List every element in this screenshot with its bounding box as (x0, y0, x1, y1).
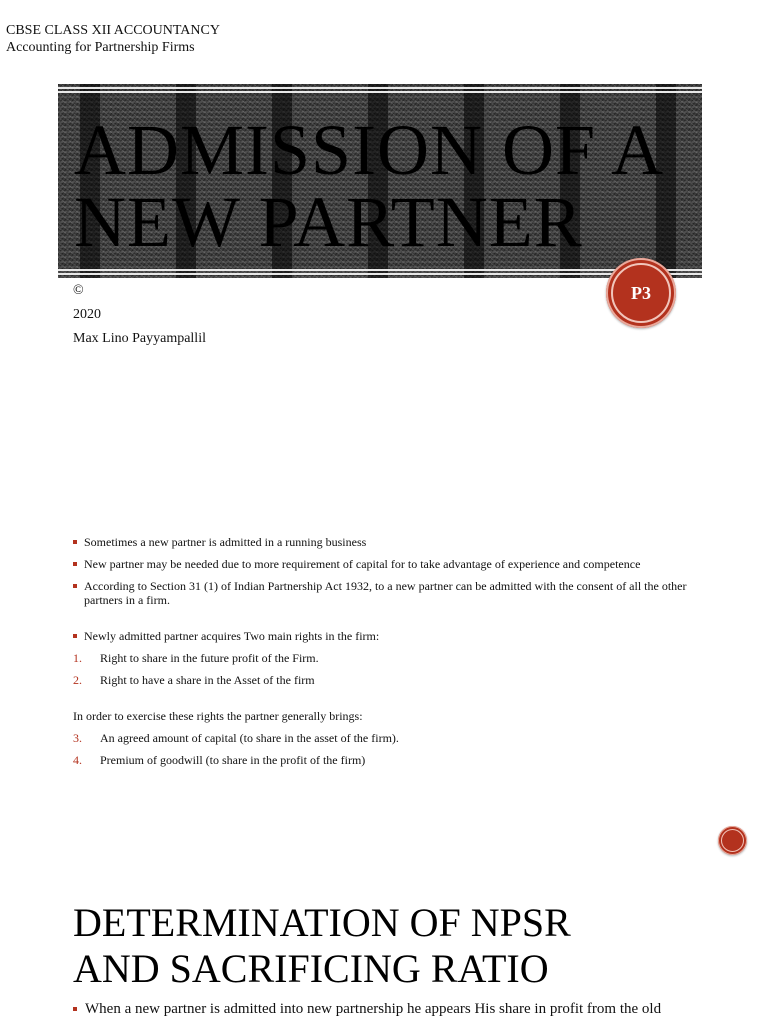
brings-intro: In order to exercise these rights the partner generally brings: (73, 709, 363, 723)
item-number: 4. (73, 753, 82, 767)
item-text: Right to have a share in the Asset of the firm (100, 673, 315, 687)
bullet-item: When a new partner is admitted into new partnership he appears His share in profit from the old (73, 1000, 725, 1018)
numbered-item (73, 673, 693, 687)
slide-title (74, 110, 665, 262)
bullet-item: Sometimes a new partner is admitted in a running business (73, 535, 693, 549)
bullet-item: New partner may be needed due to more requirement of capital for to take advantage of experience and competence (73, 557, 693, 571)
section-title-line-2: AND SACRIFICING RATIO (73, 946, 549, 991)
section-title (73, 900, 571, 992)
banner-rule (58, 87, 702, 89)
badge-label: P3 (631, 282, 651, 303)
rights-intro: Newly admitted partner acquires Two main rights in the firm: (73, 629, 693, 643)
slide-nav-dot[interactable] (718, 826, 747, 855)
banner-rule (58, 91, 702, 93)
copyright-year: 2020 (73, 307, 101, 322)
section-title-line-1: DETERMINATION OF NPSR (73, 900, 571, 945)
slide-content (73, 535, 693, 775)
author-name: Max Lino Payyampallil (73, 331, 206, 346)
item-text: Premium of goodwill (to share in the profit of the firm) (100, 753, 366, 767)
banner-rule (58, 273, 702, 275)
banner-rule (58, 269, 702, 271)
course-title: CBSE CLASS XII ACCOUNTANCY (6, 23, 220, 38)
item-text: Right to share in the future profit of the Firm. (100, 651, 319, 665)
numbered-item (73, 731, 693, 745)
title-banner (58, 84, 702, 278)
item-text: An agreed amount of capital (to share in the asset of the firm). (100, 731, 399, 745)
page-badge (606, 258, 676, 328)
slide-title-line-2: NEW PARTNER (74, 182, 583, 262)
bullet-item: According to Section 31 (1) of Indian Partnership Act 1932, to a new partner can be admitted with the consent of all the other partners in a firm. (73, 579, 693, 607)
copyright-symbol: © (73, 283, 84, 298)
item-number: 3. (73, 731, 82, 745)
item-number: 2. (73, 673, 82, 687)
numbered-item (73, 651, 693, 665)
subject-title: Accounting for Partnership Firms (6, 40, 195, 55)
document-header (6, 22, 220, 56)
credits (73, 279, 206, 351)
slide-title-line-1: ADMISSION OF A (74, 110, 665, 190)
numbered-item (73, 753, 693, 767)
item-number: 1. (73, 651, 82, 665)
